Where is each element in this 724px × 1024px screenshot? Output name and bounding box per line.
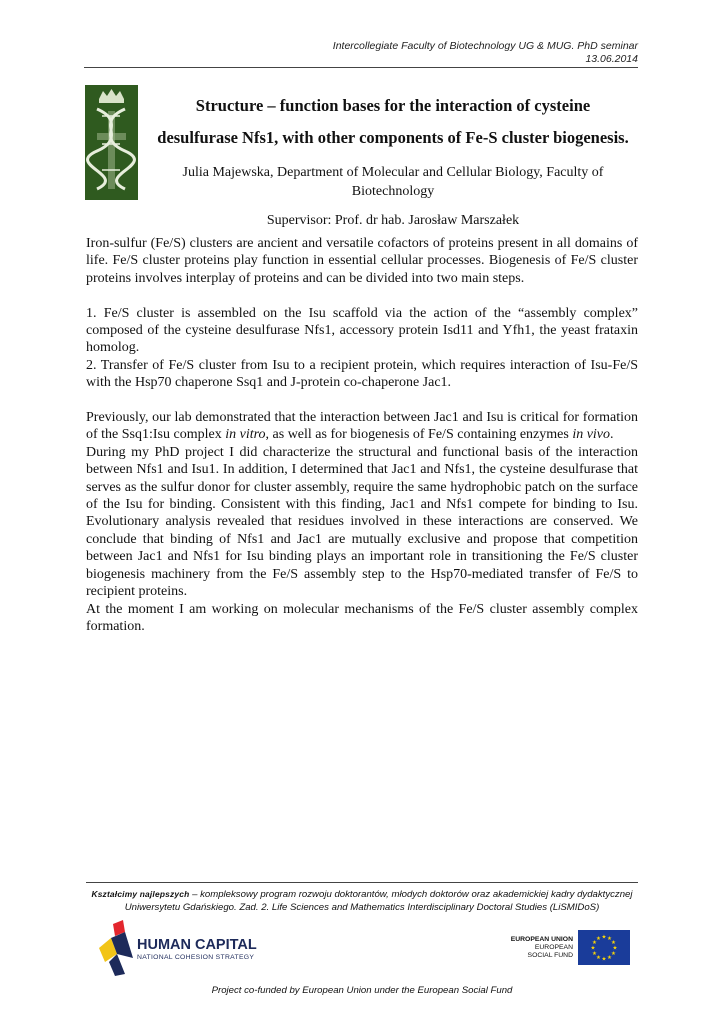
previous-work-text-c: . (610, 427, 614, 443)
previous-work-text-a: Previously, our lab demonstrated that the interaction between Jac1 and Isu is critical for formation of the Ssq1:Isu complex (86, 410, 638, 443)
eu-star: ★ (612, 945, 618, 952)
footer-program-text (86, 888, 638, 914)
human-capital-title: HUMAN CAPITAL (137, 937, 257, 953)
eu-star: ★ (590, 945, 596, 952)
cofunded-note: Project co-funded by European Union under the European Social Fund (211, 985, 513, 996)
program-name: Kształcimy najlepszych (91, 889, 190, 899)
header-date: 13.06.2014 (585, 53, 638, 65)
title-line-1: Structure – function bases for the interaction of cysteine (195, 96, 591, 115)
supervisor: Supervisor: Prof. dr hab. Jarosław Marszałek (266, 213, 520, 228)
paragraph-phd-project: During my PhD project I did characterize the structural and functional basis of the interaction between Nfs1 and Isu1. In addition, I determined that Jac1 and Nfs1, the cysteine desulfurase that serves as the sulfur donor for cluster assembly, require the same hydrophobic patch on the surface of the Isu for binding. Consistent with this finding, Jac1 and Nfs1 compete for binding to Isu. Evolutionary analysis revealed that residues involved in these interactions are conserved. We conclude that binding of Nfs1 and Jac1 are mutually exclusive and propose that competition between Jac1 and Nfs1 for Isu binding plays an important role in transitioning the Fe/S cluster biogenesis machinery from the Fe/S assembly step to the Hsp70-mediated transfer of Fe/S to recipient proteins. (86, 444, 638, 600)
eu-star: ★ (611, 951, 616, 957)
header-seminar-line: Intercollegiate Faculty of Biotechnology UG & MUG. PhD seminar (332, 40, 638, 52)
paragraph-previous-work (86, 409, 638, 444)
eu-label-line-1: EUROPEAN UNION (510, 936, 573, 943)
paragraph-step-2: 2. Transfer of Fe/S cluster from Isu to a recipient protein, which requires interaction of Isu-Fe/S with the Hsp70 chaperone Ssq1 and J-protein co-chaperone Jac1. (86, 357, 638, 391)
eu-star: ★ (601, 934, 607, 941)
paragraph-step-1: 1. Fe/S cluster is assembled on the Isu scaffold via the action of the “assembly complex” composed of the cysteine desulfurase Nfs1, accessory protein Isd11 and Yfh1, the yeast frataxin homolog. (86, 305, 638, 356)
eu-star: ★ (607, 955, 612, 962)
header-divider (84, 67, 638, 68)
eu-star: ★ (596, 935, 601, 942)
previous-work-text-b: , as well as for biogenesis of Fe/S containing enzymes (265, 427, 573, 443)
eu-label-line-3: SOCIAL FUND (527, 952, 573, 960)
eu-star: ★ (592, 940, 597, 946)
eu-star: ★ (592, 951, 597, 957)
abstract-body (86, 235, 638, 635)
eu-label (480, 936, 573, 961)
eu-star: ★ (607, 935, 612, 942)
in-vitro-term: in vitro (225, 427, 266, 443)
paragraph-current-work: At the moment I am working on molecular mechanisms of the Fe/S cluster assembly complex formation. (86, 601, 638, 634)
eu-star: ★ (601, 956, 607, 963)
eu-label-line-2: EUROPEAN (534, 944, 573, 952)
title-line-2: desulfurase Nfs1, with other components of Fe-S cluster biogenesis. (157, 128, 629, 147)
dna-helix-crest-logo (85, 85, 138, 200)
human-capital-subtitle: NATIONAL COHESION STRATEGY (137, 954, 255, 961)
program-description: – kompleksowy program rozwoju doktorantów, młodych doktorów oraz akademickiej kadry dydaktycznej Uniwersytetu Gdańskiego. Zad. 2. Life Sciences and Mathematics Interdisciplinary Doctoral Studies (LiSMIDoS) (124, 889, 633, 913)
paragraph-intro: Iron-sulfur (Fe/S) clusters are ancient and versatile cofactors of proteins present in all domains of life. Fe/S cluster proteins play function in essential cellular processes. Biogenesis of Fe/S cluster proteins involves interplay of proteins and can be divided into two main steps. (86, 236, 638, 286)
eu-flag-icon (578, 930, 630, 965)
eu-star: ★ (596, 955, 601, 962)
page-header (333, 40, 638, 66)
author-affiliation: Julia Majewska, Department of Molecular and Cellular Biology, Faculty of Biotechnology (182, 165, 604, 199)
in-vivo-term: in vivo (572, 427, 611, 443)
human-capital-figure-icon (95, 918, 140, 976)
footer-divider (86, 882, 638, 883)
eu-star: ★ (611, 940, 616, 946)
title-block (148, 90, 638, 230)
